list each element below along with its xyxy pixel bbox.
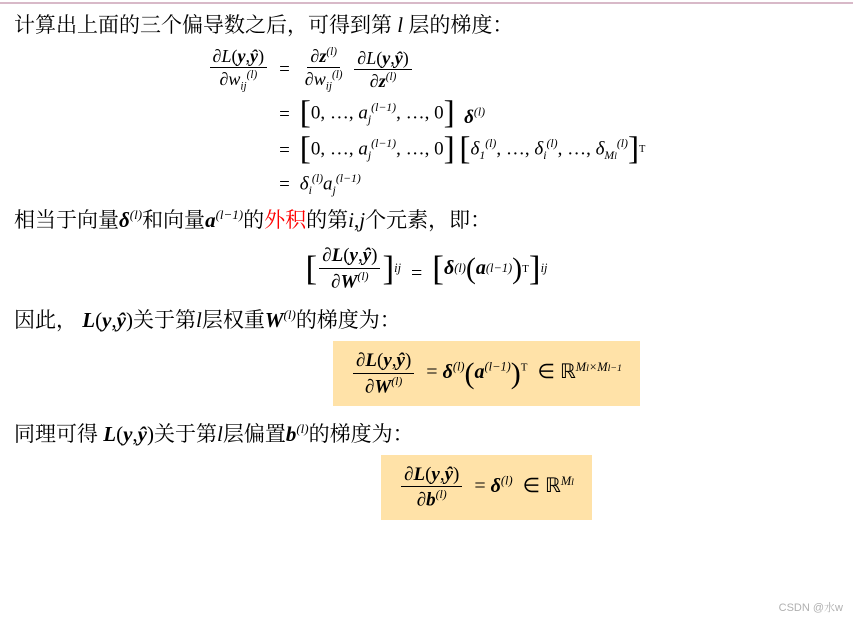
equation-block-gradient <box>14 46 839 198</box>
highlight-equation-bias: $\frac{\partial L(y,ŷ)}{\partial b^{(l)}}$ = $\delta^{(l)}$ ∈ ℝ$^{Ml}$ <box>381 455 592 520</box>
paragraph-intro: 计算出上面的三个偏导数之后，可得到第 l 层的梯度： <box>14 13 514 37</box>
top-divider-rule <box>0 2 853 4</box>
equation-rhs-3: [ 0, …, $a_j^{(l-1)}$, …, 0 ] [ $\delta_1^{(l)}$, …, $\delta_i^{(l)}$, …, $\delta_{Ml}^{(l)}$ ] T <box>299 130 646 168</box>
equation-rhs-4: $\delta_i^{(l)}a_j^{(l-1)}$ <box>299 172 361 198</box>
highlight-equation-bias-wrap <box>14 455 839 520</box>
watermark-label: CSDN @水w <box>778 602 843 614</box>
equation-relation-3: = <box>279 139 290 161</box>
equation-lhs: $\frac{\partial L(y,ŷ)}{\partial w_{ij}^{(l)}}$ <box>208 46 270 93</box>
paragraph-weight-gradient: 因此， L(y,ŷ)关于第l层权重$W^{(l)}$的梯度为： <box>14 307 401 333</box>
equation-rhs-2: [ 0, …, $a_j^{(l-1)}$, …, 0 ] $\delta^{(l)}$ <box>299 94 486 132</box>
highlight-equation-weight-wrap <box>14 341 839 406</box>
equation-relation-4: = <box>279 174 290 196</box>
equation-relation-2: = <box>279 103 290 125</box>
equation-elementwise: [ $\frac{\partial L(y,ŷ)}{\partial W^{(l)}}$ ] ij = [ δ (l) ( a (l−1) ) T ] ij <box>305 245 548 293</box>
paragraph-outer-product: 相当于向量$\delta^{(l)}$和向量$a^{(l-1)}$的外积的第i,j个元素，即： <box>14 207 492 233</box>
highlight-equation-weight: $\frac{\partial L(y,ŷ)}{\partial W^{(l)}}$ = $\delta^{(l)}(a^{(l-1)})^T$ ∈ ℝ$^{Ml\times Ml-1}$ <box>333 341 640 406</box>
equation-rhs-1: $\frac{\partial z^{(l)}}{\partial w_{ij}^{(l)}}$ $\frac{\partial L(y,ŷ)}{\partial z^{(l)}}$ <box>300 46 646 93</box>
paragraph-bias-gradient: 同理可得 L(y,ŷ)关于第l层偏置$b^{(l)}$的梯度为： <box>14 421 414 447</box>
equation-relation-1: = <box>279 58 290 80</box>
highlight-term-outer-product: 外积 <box>264 208 307 233</box>
